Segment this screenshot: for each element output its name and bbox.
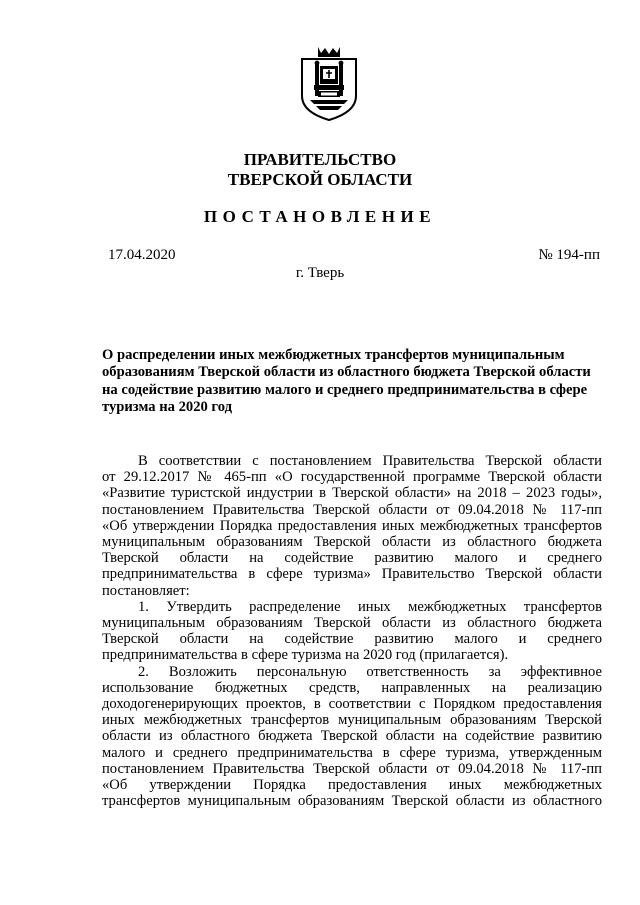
body-line: использование бюджетных средств, направленных на реализацию: [102, 679, 602, 696]
body-line: от 29.12.2017 № 465-пп «О государственной программе Тверской области: [102, 469, 602, 486]
body-line: «Об утверждении Порядка предоставления иных межбюджетных трансфертов: [102, 517, 602, 534]
body-line: «Об утверждении Порядка предоставления иных межбюджетных: [102, 777, 602, 794]
document-number: № 194-пп: [538, 247, 600, 263]
body-line: предпринимательства в сфере туризма» Правительство Тверской области: [102, 566, 602, 583]
body-line: «Развитие туристской индустрии в Тверской области» на 2018 – 2023 годы»,: [102, 485, 602, 502]
body-line: муниципальным образованиям Тверской области из областного бюджета: [102, 615, 602, 632]
coat-of-arms-icon: [298, 44, 360, 122]
organization-name-line2: ТВЕРСКОЙ ОБЛАСТИ: [227, 170, 413, 189]
document-date: 17.04.2020: [108, 247, 176, 263]
body-line: Тверской области на содействие развитию малого и среднего: [102, 631, 602, 648]
document-title: [102, 347, 602, 417]
body-line: области из областного бюджета Тверской области на содействие развитию: [102, 728, 602, 745]
body-line: постановлением Правительства Тверской области от 09.04.2018 № 117-пп: [102, 760, 602, 777]
body-line: постановлением Правительства Тверской области от 09.04.2018 № 117-пп: [102, 501, 602, 518]
title-line: образованиям Тверской области из областного бюджета Тверской области: [102, 364, 591, 381]
body-line: доходогенерирующих проектов, в соответствии с Порядком предоставления: [102, 696, 602, 713]
title-line: на содействие развитию малого и среднего предпринимательства в сфере: [102, 381, 588, 398]
body-line: 2. Возложить персональную ответственность за эффективное: [138, 663, 602, 680]
body-line: предпринимательства в сфере туризма на 2020 год (прилагается).: [102, 647, 509, 664]
body-line: Тверской области на содействие развитию малого и среднего: [102, 550, 602, 567]
title-line: О распределении иных межбюджетных трансфертов муниципальным: [102, 347, 565, 363]
body-line: 1. Утвердить распределение иных межбюджетных трансфертов: [138, 598, 602, 615]
title-line: туризма на 2020 год: [102, 399, 232, 416]
body-line: В соответствии с постановлением Правительства Тверской области: [138, 453, 602, 469]
body-line: малого и среднего предпринимательства в сфере туризма, утвержденным: [102, 744, 602, 761]
organization-name-line1: ПРАВИТЕЛЬСТВО: [243, 150, 397, 169]
document-type: ПОСТАНОВЛЕНИЕ: [203, 207, 437, 226]
body-line: муниципальным образованиям Тверской области из областного бюджета: [102, 534, 602, 551]
document-city: г. Тверь: [295, 265, 345, 281]
body-line: трансфертов муниципальным образованиям Тверской области из областного: [102, 793, 602, 810]
body-line: иных межбюджетных трансфертов муниципальным образованиям Тверской: [102, 712, 602, 729]
document-body: [102, 453, 602, 809]
body-line: постановляет:: [102, 582, 190, 599]
